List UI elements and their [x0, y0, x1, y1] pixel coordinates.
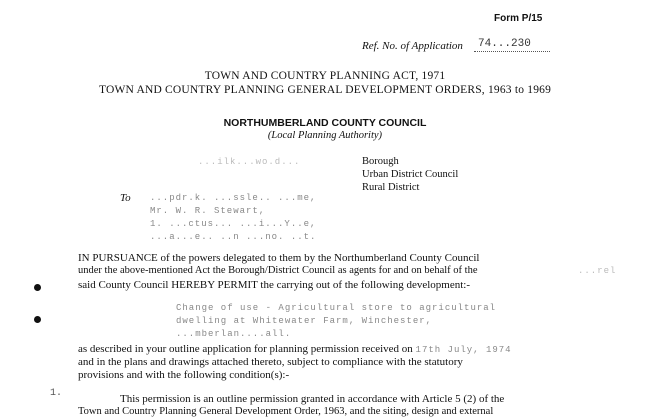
- condition-number: 1.: [50, 388, 63, 399]
- address-line-4: ...a...e.. ..n ...no. ..t.: [150, 232, 317, 242]
- condition-line-1: This permission is an outline permission granted in accordance with Article 5 (2) of the: [120, 393, 505, 405]
- permit-line-3: said County Council HEREBY PERMIT the carrying out of the following development:-: [78, 279, 470, 291]
- act-title: TOWN AND COUNTRY PLANNING ACT, 1971: [204, 70, 446, 82]
- district-stamp: ...ilk...wo.d...: [198, 157, 301, 167]
- address-line-2: Mr. W. R. Stewart,: [150, 206, 266, 216]
- punch-hole-icon: [34, 316, 41, 323]
- development-line-2: dwelling at Whitewater Farm, Winchester,: [176, 316, 433, 326]
- to-label: To: [120, 192, 131, 204]
- application-line-3: provisions and with the following condition(s):-: [78, 369, 290, 381]
- planning-authority-label: (Local Planning Authority): [267, 130, 383, 141]
- margin-note: ...rel: [578, 266, 617, 276]
- district-option-udc: Urban District Council: [362, 169, 459, 180]
- district-option-rdc: Rural District: [362, 182, 420, 193]
- ref-underline: [474, 51, 550, 52]
- council-name: NORTHUMBERLAND COUNTY COUNCIL: [223, 117, 427, 129]
- development-line-1: Change of use - Agricultural store to agricultural: [176, 303, 497, 313]
- development-line-3: ...mberlan....all.: [176, 329, 292, 339]
- application-line-2: and in the plans and drawings attached thereto, subject to compliance with the statutory: [78, 356, 463, 368]
- ref-label: Ref. No. of Application: [362, 40, 463, 52]
- permit-line-1: IN PURSUANCE of the powers delegated to them by the Northumberland County Council: [78, 252, 480, 264]
- ref-value: 74...230: [478, 38, 531, 50]
- address-line-1: ...pdr.k. ...ssle.. ...me,: [150, 193, 317, 203]
- punch-hole-icon: [34, 284, 41, 291]
- orders-title: TOWN AND COUNTRY PLANNING GENERAL DEVELOPMENT ORDERS, 1963 to 1969: [98, 84, 552, 96]
- received-date: 17th July, 1974: [415, 345, 512, 355]
- condition-line-2: Town and Country Planning General Development Order, 1963, and the siting, design and external: [78, 406, 494, 417]
- application-text: as described in your outline application for planning permission received on: [78, 343, 413, 355]
- permit-line-2: under the above-mentioned Act the Borough/District Council as agents for and on behalf of the: [78, 265, 478, 276]
- district-option-borough: Borough: [362, 156, 399, 167]
- address-line-3: 1. ...ctus... ...i...Y..e,: [150, 219, 317, 229]
- form-number: Form P/15: [494, 13, 543, 24]
- application-line-1: [78, 343, 512, 355]
